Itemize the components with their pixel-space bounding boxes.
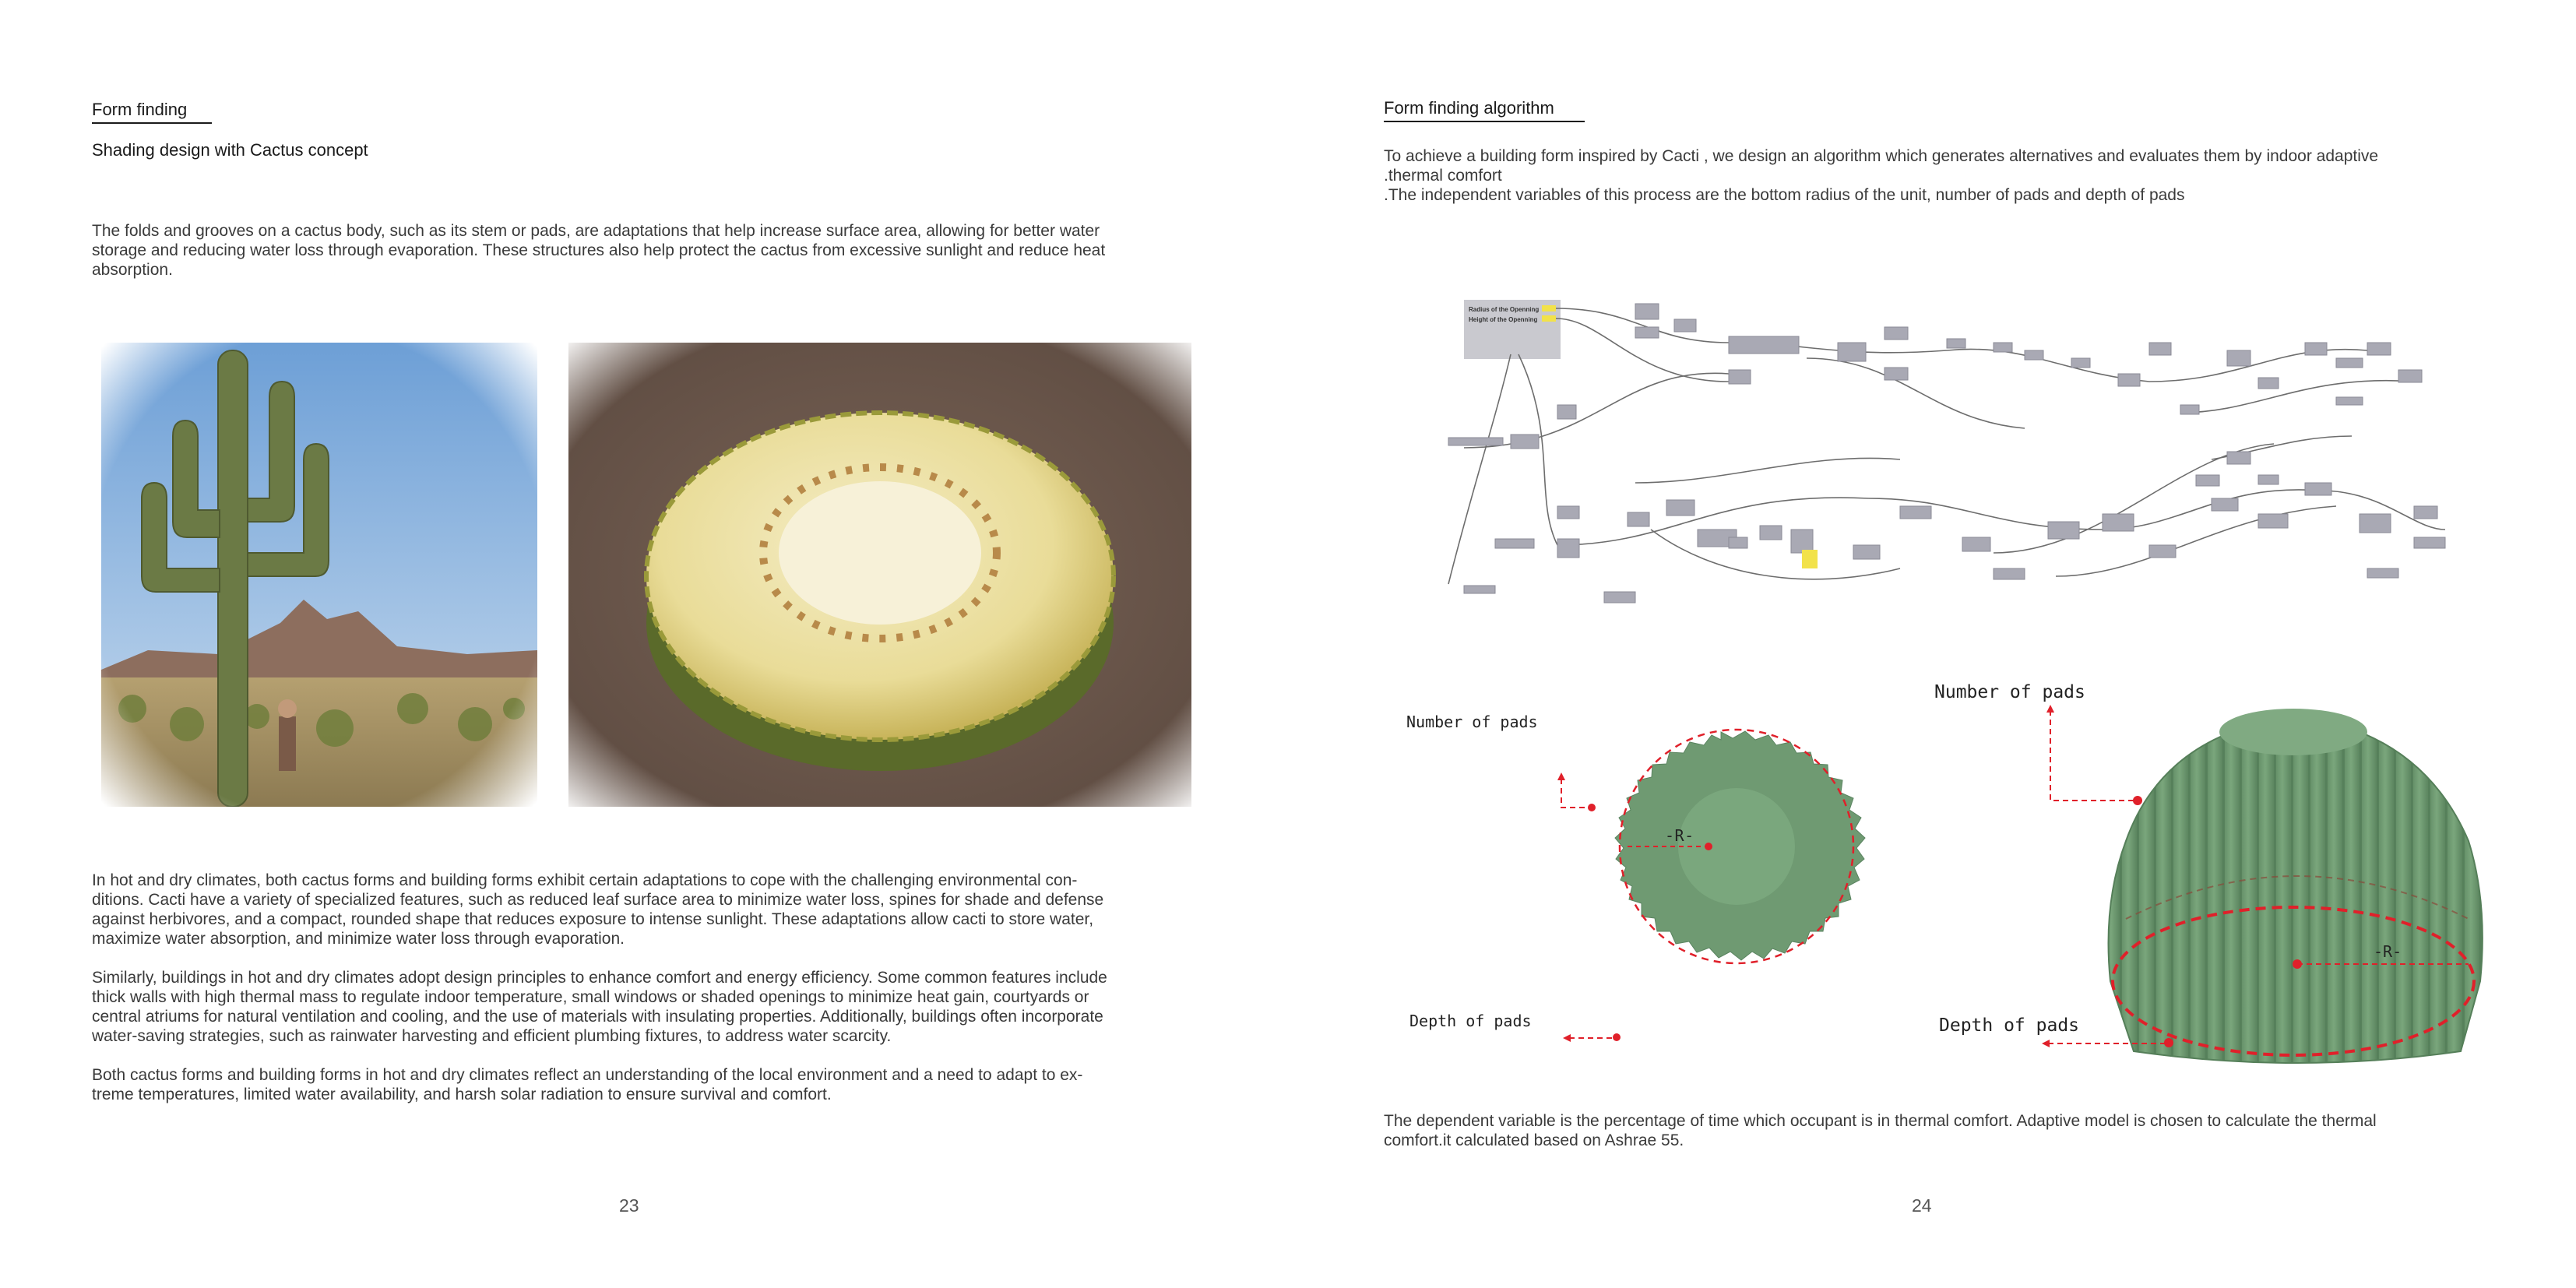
text-line: against herbivores, and a compact, rounded shape that reduces exposure to intense sunlight. These adaptations allow cacti to store water, <box>92 910 1094 928</box>
text-line: absorption. <box>92 261 173 279</box>
text-line: In hot and dry climates, both cactus forms and building forms exhibit certain adaptations to cope with the challenging environmental con- <box>92 871 1078 889</box>
dome-depth-of-pads-label: Depth of pads <box>1939 1015 2080 1036</box>
plan-radius-label: -R- <box>1665 826 1694 845</box>
right-footer-paragraph <box>1384 1111 2513 1150</box>
depth-point-marker <box>1613 1033 1621 1041</box>
graph-nodes <box>1448 304 2445 603</box>
left-heading-underline <box>92 122 212 124</box>
text-line: maximize water absorption, and minimize water loss through evaporation. <box>92 930 625 948</box>
text-line: storage and reducing water loss through evaporation. These structures also help protect the cactus from excessive sunlight and reduce heat <box>92 241 1106 259</box>
pads-point-marker <box>1588 804 1596 811</box>
right-intro-paragraph <box>1384 146 2513 205</box>
right-heading-underline <box>1384 121 1585 122</box>
saguaro-photo <box>101 343 537 807</box>
left-page-heading: Form finding <box>92 100 188 119</box>
text-line: comfort.it calculated based on Ashrae 55. <box>1384 1131 1684 1149</box>
left-page-number: 23 <box>619 1195 639 1216</box>
right-page-number: 24 <box>1912 1195 1932 1216</box>
param-label-height: Height of the Openning <box>1469 316 1538 323</box>
left-paragraph-3 <box>92 1065 1221 1104</box>
text-line: The dependent variable is the percentage of time which occupant is in thermal comfort. Adaptive model is chosen to calculate the thermal <box>1384 1112 2377 1130</box>
text-line: The folds and grooves on a cactus body, such as its stem or pads, are adaptations that help increase surface area, allowing for better water <box>92 222 1100 240</box>
param-label-radius: Radius of the Openning <box>1469 306 1540 313</box>
text-line: central atriums for natural ventilation and cooling, and the use of materials with insulating properties. Additionally, buildings often incorporate <box>92 1008 1103 1026</box>
text-line: ditions. Cacti have a variety of specialized features, such as reduced leaf surface area to minimize water loss, spines for shade and defense <box>92 891 1104 909</box>
dome-number-of-pads-label: Number of pads <box>1934 682 2085 702</box>
text-line: Similarly, buildings in hot and dry climates adopt design principles to enhance comfort and energy efficiency. Some common features include <box>92 969 1107 987</box>
dome-radius-label: -R- <box>2374 942 2402 961</box>
dome-body <box>2109 716 2483 1063</box>
text-line: .The independent variables of this process are the bottom radius of the unit, number of pads and depth of pads <box>1384 186 2185 204</box>
text-line: Both cactus forms and building forms in hot and dry climates reflect an understanding of the local environment and a need to adapt to ex- <box>92 1066 1083 1084</box>
left-intro-paragraph <box>92 221 1221 280</box>
cactus-plan-diagram <box>1402 685 1900 1090</box>
dome-top-cap <box>2219 709 2367 755</box>
left-paragraph-1 <box>92 871 1221 948</box>
text-line: treme temperatures, limited water availability, and harsh solar radiation to ensure survival and comfort. <box>92 1086 832 1103</box>
text-line: water-saving strategies, such as rainwater harvesting and efficient plumbing fixtures, to address water scarcity. <box>92 1027 892 1045</box>
cactus-dome-diagram <box>1931 670 2492 1090</box>
plan-number-of-pads-label: Number of pads <box>1406 713 1538 731</box>
left-paragraph-2 <box>92 968 1221 1046</box>
text-line: thick walls with high thermal mass to regulate indoor temperature, small windows or shaded openings to minimize heat gain, courtyards or <box>92 988 1089 1006</box>
text-line: To achieve a building form inspired by Cacti , we design an algorithm which generates alternatives and evaluates them by indoor adaptive <box>1384 147 2379 165</box>
plan-inner-core <box>1678 788 1795 905</box>
cactus-cross-section-photo <box>568 343 1191 807</box>
plan-depth-of-pads-label: Depth of pads <box>1409 1012 1532 1030</box>
text-line: .thermal comfort <box>1384 167 1502 185</box>
right-page-heading: Form finding algorithm <box>1384 98 1554 118</box>
left-page-subheading: Shading design with Cactus concept <box>92 140 368 160</box>
algorithm-node-graph <box>1402 296 2461 631</box>
